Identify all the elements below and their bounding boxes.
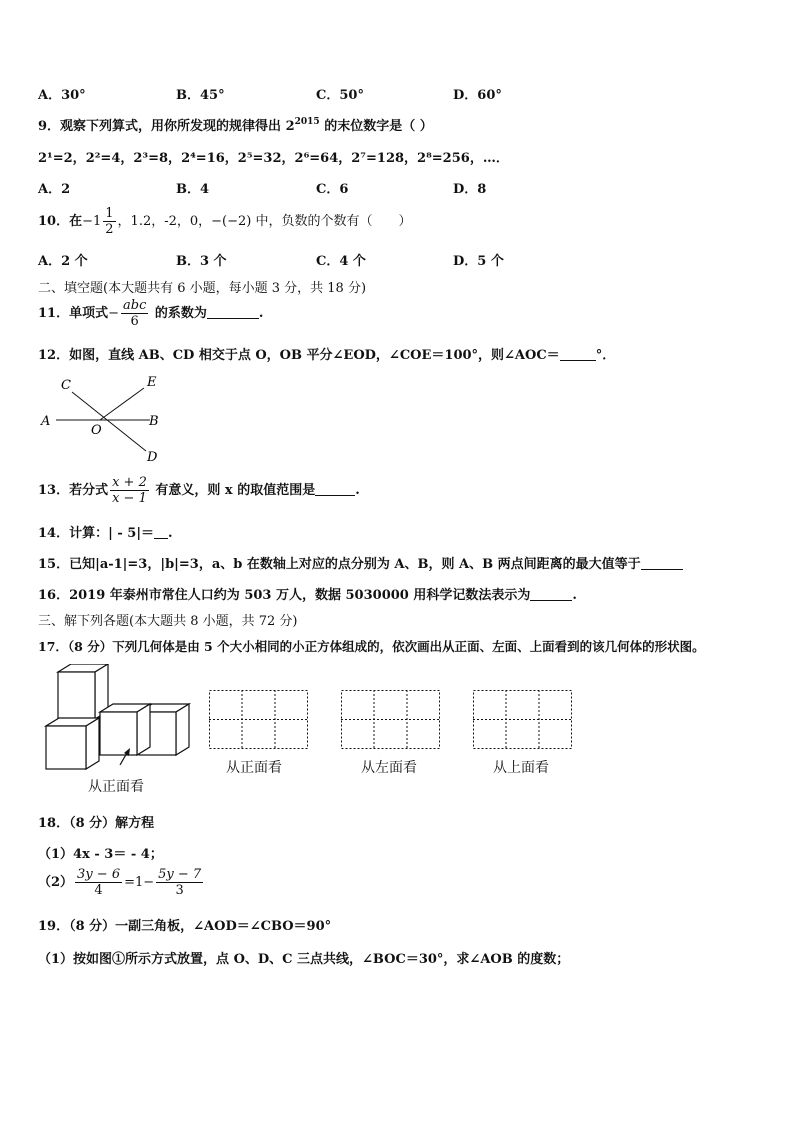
cube-middle — [137, 704, 150, 755]
cube-middle — [100, 712, 137, 755]
q18-part-2 — [38, 867, 205, 898]
label-a: A — [41, 414, 51, 429]
q10-list: ，1.2，-2，0，−(−2) 中，负数的个数有（ ） — [117, 214, 412, 229]
q10-stem — [38, 206, 412, 237]
label-c: C — [61, 378, 71, 393]
q15-answer-blank[interactable] — [641, 569, 683, 570]
q8-option-d: D．60° — [453, 88, 502, 103]
line-cd — [72, 392, 146, 451]
q15 — [38, 553, 683, 572]
q9-stem-post: 的末位数字是（ ） — [319, 119, 433, 134]
q11-frac-num: abc — [123, 298, 147, 313]
q18-frac1-den: 4 — [94, 883, 103, 898]
q11: 11．单项式− $\frac{\text{abc}}{6}$ 的系数为 . — [38, 298, 264, 329]
q12-text: 12．如图，直线 AB、CD 相交于点 O，OB 平分∠EOD，∠COE＝100°，则∠AOC＝ — [38, 348, 560, 363]
q9-powers — [38, 147, 509, 166]
q10-pre: 10．在 — [38, 214, 83, 229]
top-view-caption: 从上面看 — [493, 760, 549, 776]
q11-answer-blank[interactable] — [207, 318, 259, 319]
q9-power: 2⁶=64， — [294, 151, 352, 166]
q9-option-c: C．6 — [316, 182, 349, 197]
q9-power: 2²=4， — [85, 151, 134, 166]
q9-power: 2⁸=256，…． — [417, 151, 509, 166]
q18-part-2-label: （2） — [38, 875, 74, 890]
q10-option-a: A．2 个 — [38, 254, 88, 269]
q11-pre: 11．单项式 — [38, 306, 109, 321]
q12-suffix: °． — [595, 348, 616, 363]
q9-stem — [38, 115, 433, 134]
cube-solid-figure — [44, 664, 199, 772]
q10-option-d: D．5 个 — [453, 254, 504, 269]
q16-suffix: . — [572, 588, 577, 603]
q13-frac-den: x − 1 — [112, 491, 147, 506]
q18-frac2-den: 3 — [175, 883, 184, 898]
q11-sign: − — [108, 306, 119, 321]
q8-option-c: C．50° — [316, 88, 364, 103]
q17-stem: 17．（8 分）下列几何体是由 5 个大小相同的小正方体组成的，依次画出从正面、左面、上面看到的该几何体的形状图。 — [38, 639, 705, 654]
q9-option-d: D．8 — [453, 182, 487, 197]
q15-text: 15．已知|a-1|=3，|b|=3，a、b 在数轴上对应的点分别为 A、B，则 A、B 两点间距离的最大值等于 — [38, 557, 641, 572]
label-o: O — [91, 423, 102, 438]
q9-power: 2³=8， — [133, 151, 182, 166]
ray-oe — [100, 388, 144, 420]
q9-option-a: A．2 — [38, 182, 71, 197]
front-view-grid[interactable] — [209, 690, 308, 749]
q10-frac-den: 2 — [105, 222, 114, 237]
top-view-grid[interactable] — [473, 690, 572, 749]
q8-option-b: B．45° — [176, 88, 225, 103]
cube-front-left — [86, 718, 99, 769]
q18-part-1: （1）4x - 3＝ - 4； — [38, 847, 163, 862]
q10-frac-num: 1 — [105, 206, 114, 221]
q9-stem-exponent: 2015 — [294, 117, 320, 127]
angle-figure — [38, 374, 168, 466]
section-3-heading: 三、解下列各题(本大题共 8 小题，共 72 分) — [38, 614, 298, 629]
q10-minus: −1 — [82, 214, 102, 229]
q14-answer-blank[interactable] — [154, 538, 168, 539]
label-d: D — [147, 450, 158, 465]
q13-pre: 13．若分式 — [38, 483, 109, 498]
q13-answer-blank[interactable] — [315, 495, 355, 496]
q18-mid: =1− — [124, 875, 155, 890]
q8-option-a: A．30° — [38, 88, 86, 103]
q11-frac-den: 6 — [130, 314, 139, 329]
q9-option-b: B．4 — [176, 182, 210, 197]
front-view-caption: 从正面看 — [226, 760, 282, 776]
q9-power: 2¹=2， — [38, 151, 86, 166]
q10-option-b: B．3 个 — [176, 254, 227, 269]
q16 — [38, 584, 577, 603]
section-2-heading: 二、填空题(本大题共有 6 小题，每小题 3 分，共 18 分) — [38, 281, 367, 296]
q10-option-c: C．4 个 — [316, 254, 366, 269]
cube-top — [58, 672, 95, 719]
q13 — [38, 475, 360, 506]
left-view-caption: 从左面看 — [361, 760, 417, 776]
q9-power: 2⁵=32， — [237, 151, 295, 166]
cube-right — [176, 704, 189, 755]
q13-mid: 有意义，则 x 的取值范围是 — [150, 483, 316, 498]
q18-frac1-num: 3y − 6 — [77, 867, 121, 882]
q16-answer-blank[interactable] — [530, 600, 572, 601]
front-view-arrow-label: 从正面看 — [88, 779, 144, 795]
q18-frac2-num: 5y − 7 — [158, 867, 202, 882]
q19-part-1: （1）按如图①所示方式放置，点 O、D、C 三点共线，∠BOC＝30°，求∠AOB 的度数； — [38, 952, 570, 967]
q14-text: 14．计算：| - 5|＝ — [38, 526, 155, 541]
q14 — [38, 522, 173, 541]
left-view-grid[interactable] — [341, 690, 440, 749]
q19-stem: 19．（8 分）一副三角板，∠AOD＝∠CBO＝90° — [38, 919, 332, 934]
q9-power: 2⁷=128， — [351, 151, 418, 166]
q16-text: 16．2019 年泰州市常住人口约为 503 万人，数据 5030000 用科学记数法表示为 — [38, 588, 531, 603]
q13-frac-num: x + 2 — [112, 475, 147, 490]
q9-stem-pre: 9．观察下列算式，用你所发现的规律得出 2 — [38, 119, 295, 134]
q12-answer-blank[interactable] — [560, 360, 596, 361]
q11-post: 的系数为 — [150, 306, 207, 321]
q18-stem: 18．（8 分）解方程 — [38, 816, 155, 831]
q9-power: 2⁴=16， — [181, 151, 238, 166]
q14-suffix: . — [168, 526, 173, 541]
label-b: B — [149, 414, 159, 429]
q12-stem — [38, 344, 615, 363]
label-e: E — [147, 375, 157, 390]
cube-front-left — [46, 726, 86, 769]
q13-suffix: . — [355, 483, 360, 498]
